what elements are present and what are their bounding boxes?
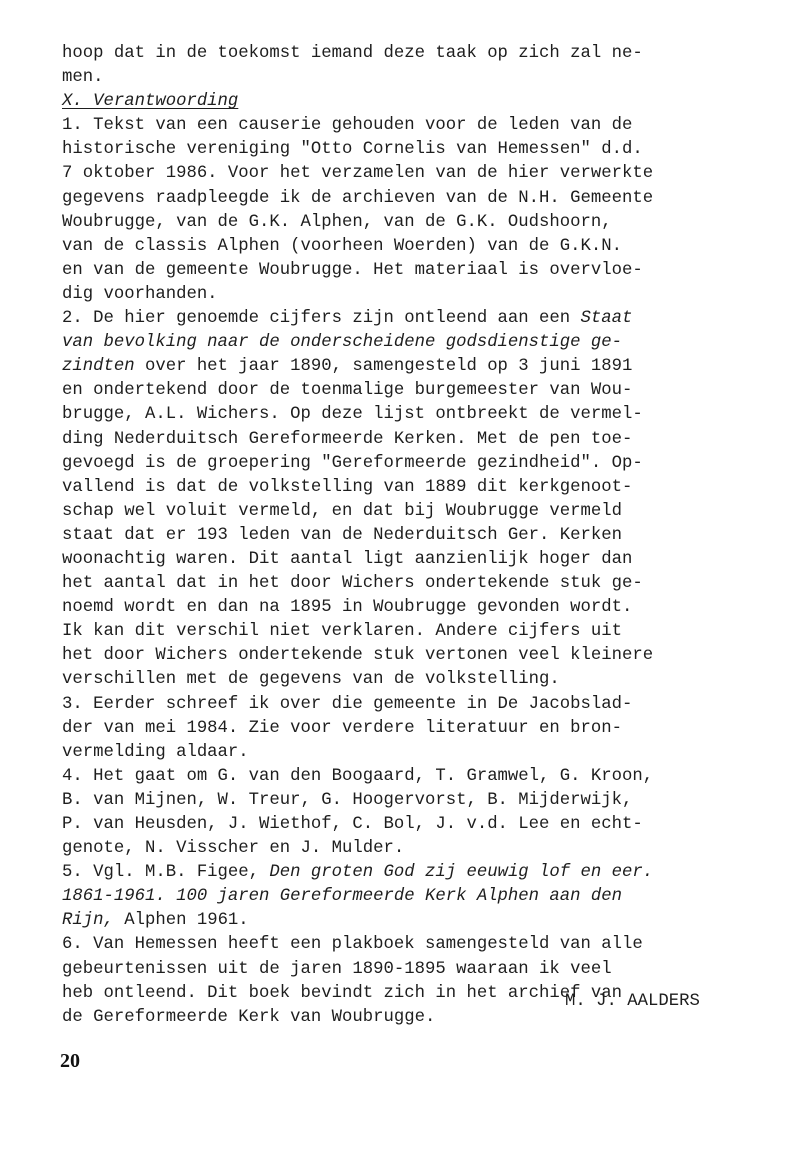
text-line: [62, 307, 762, 331]
text-line: 7 oktober 1986. Voor het verzamelen van de hier verwerkte: [62, 164, 654, 184]
text-line: het aantal dat in het door Wichers ondertekende stuk ge-: [62, 574, 643, 594]
text-segment: over het jaar 1890, samengesteld op 3 juni 1891: [134, 357, 633, 377]
text-line: der van mei 1984. Zie voor verdere literatuur en bron-: [62, 718, 623, 738]
body-text: [62, 42, 762, 1030]
author-signature: M. J. AALDERS: [565, 992, 700, 1011]
text-line: gevoegd is de groepering "Gereformeerde gezindheid". Op-: [62, 453, 643, 473]
text-line: het door Wichers ondertekende stuk vertonen veel kleinere: [62, 646, 654, 666]
text-line: P. van Heusden, J. Wiethof, C. Bol, J. v.d. Lee en echt-: [62, 815, 643, 834]
text-line: [62, 861, 762, 885]
text-segment: 5. Vgl. M.B. Figee,: [62, 863, 270, 883]
text-line: staat dat er 193 leden van de Nederduitsch Ger. Kerken: [62, 525, 623, 545]
text-line: ding Nederduitsch Gereformeerde Kerken. Met de pen toe-: [62, 429, 633, 449]
section-heading: X. Verantwoording: [62, 92, 239, 112]
text-line: en ondertekend door de toenmalige burgemeester van Wou-: [62, 381, 633, 401]
italic-title: Rijn,: [62, 911, 114, 931]
text-line: vermelding aldaar.: [62, 742, 249, 762]
text-line: brugge, A.L. Wichers. Op deze lijst ontbreekt de vermel-: [62, 405, 643, 425]
text-line: heb ontleend. Dit boek bevindt zich in het archief van: [62, 983, 623, 1003]
text-line: historische vereniging "Otto Cornelis van Hemessen" d.d.: [62, 140, 643, 160]
text-line: en van de gemeente Woubrugge. Het materiaal is overvloe-: [62, 260, 643, 280]
text-segment: 2. De hier genoemde cijfers zijn ontleend aan een: [62, 309, 581, 329]
italic-title: Staat: [580, 309, 633, 329]
text-line: gebeurtenissen uit de jaren 1890-1895 waaraan ik veel: [62, 959, 612, 979]
text-line: genote, N. Visscher en J. Mulder.: [62, 839, 405, 859]
italic-title-line: 1861-1961. 100 jaren Gereformeerde Kerk Alphen aan den: [62, 887, 623, 907]
text-line: vallend is dat de volkstelling van 1889 dit kerkgenoot-: [62, 477, 633, 497]
text-line: de Gereformeerde Kerk van Woubrugge.: [62, 1007, 436, 1027]
text-line: schap wel voluit vermeld, en dat bij Woubrugge vermeld: [62, 501, 623, 521]
italic-title-line: van bevolking naar de onderscheidene godsdienstige ge-: [62, 333, 623, 353]
italic-title: zindten: [62, 357, 135, 377]
text-line: Ik kan dit verschil niet verklaren. Andere cijfers uit: [62, 622, 623, 642]
text-line: hoop dat in de toekomst iemand deze taak op zich zal ne-: [62, 44, 643, 63]
text-line: [62, 909, 762, 933]
page-number: 20: [60, 1050, 80, 1072]
text-line: woonachtig waren. Dit aantal ligt aanzienlijk hoger dan: [62, 549, 633, 569]
text-line: 4. Het gaat om G. van den Boogaard, T. Gramwel, G. Kroon,: [62, 766, 654, 786]
text-line: 3. Eerder schreef ik over die gemeente in De Jacobslad-: [62, 694, 633, 714]
text-line: noemd wordt en dan na 1895 in Woubrugge gevonden wordt.: [62, 598, 633, 618]
text-segment: Alphen 1961.: [113, 911, 249, 931]
text-line: 1. Tekst van een causerie gehouden voor de leden van de: [62, 116, 633, 136]
text-line: van de classis Alphen (voorheen Woerden) van de G.K.N.: [62, 236, 623, 256]
text-line: verschillen met de gegevens van de volkstelling.: [62, 670, 560, 690]
text-line: gegevens raadpleegde ik de archieven van de N.H. Gemeente: [62, 188, 654, 208]
text-line: 6. Van Hemessen heeft een plakboek samengesteld van alle: [62, 935, 643, 955]
text-line: dig voorhanden.: [62, 284, 218, 304]
italic-title: Den groten God zij eeuwig lof en eer.: [269, 863, 654, 883]
text-line: [62, 355, 762, 379]
text-line: Woubrugge, van de G.K. Alphen, van de G.K. Oudshoorn,: [62, 212, 612, 232]
text-line: B. van Mijnen, W. Treur, G. Hoogervorst, B. Mijderwijk,: [62, 790, 633, 810]
text-line: men.: [62, 68, 104, 88]
